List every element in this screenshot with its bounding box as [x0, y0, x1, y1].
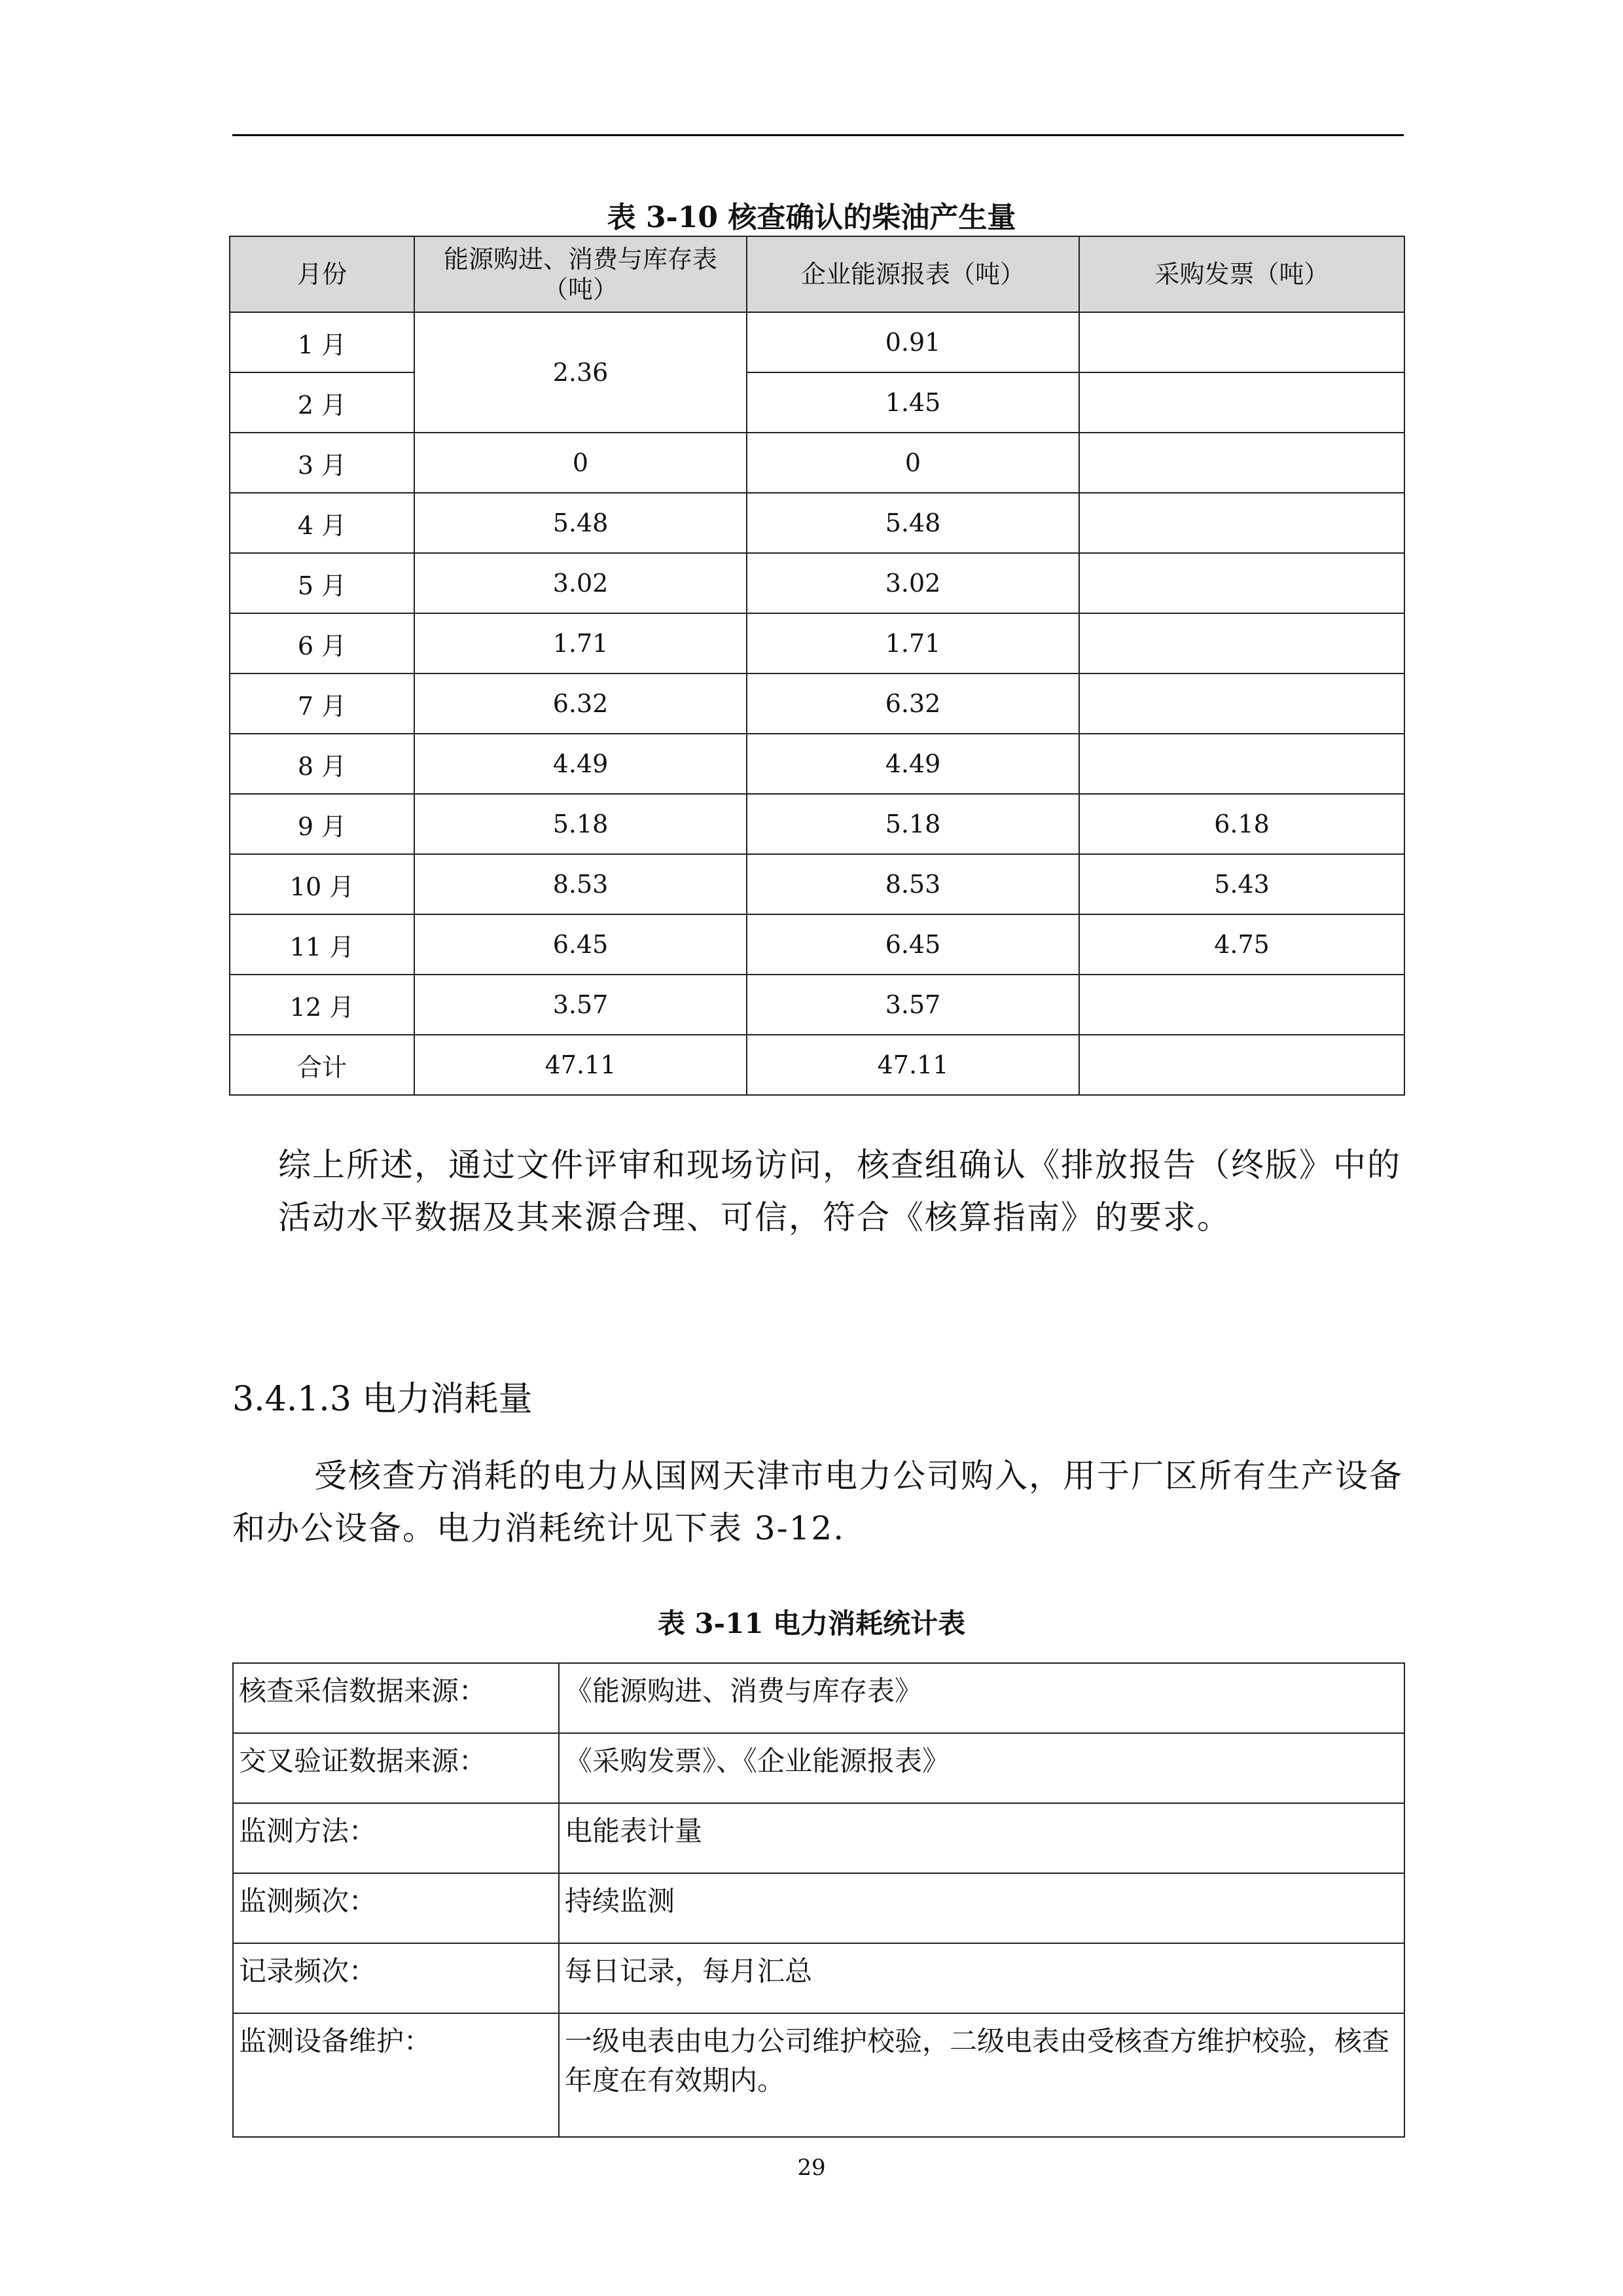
cell-report: 1.45	[747, 372, 1079, 433]
cell-report: 5.48	[747, 493, 1079, 553]
row-value: 《采购发票》、《企业能源报表》	[559, 1733, 1404, 1803]
table-row	[230, 975, 1404, 1035]
cell-stock: 4.49	[414, 734, 747, 794]
cell-stock-merged: 2.36	[414, 312, 747, 433]
cell-invoice	[1079, 734, 1404, 794]
table-row	[230, 673, 1404, 734]
cell-invoice	[1079, 553, 1404, 613]
page-number: 29	[797, 2155, 826, 2181]
cell-report: 0.91	[747, 312, 1079, 372]
table-row	[230, 794, 1404, 854]
cell-report: 8.53	[747, 854, 1079, 914]
cell-invoice	[1079, 312, 1404, 372]
cell-month: 2 月	[230, 372, 414, 433]
col-header-stock: 能源购进、消费与库存表（吨）	[414, 236, 747, 312]
row-label: 记录频次：	[233, 1943, 559, 2013]
cell-report: 4.49	[747, 734, 1079, 794]
electricity-table	[232, 1662, 1405, 2138]
cell-month: 4 月	[230, 493, 414, 553]
cell-invoice	[1079, 493, 1404, 553]
cell-stock: 6.45	[414, 914, 747, 975]
table-row	[230, 312, 1404, 372]
table1-caption: 表 3-10 核查确认的柴油产生量	[607, 201, 1016, 234]
cell-stock: 8.53	[414, 854, 747, 914]
table-row	[233, 2013, 1404, 2137]
cell-invoice	[1079, 975, 1404, 1035]
cell-report: 6.32	[747, 673, 1079, 734]
table-row	[230, 493, 1404, 553]
conclusion-paragraph: 综上所述，通过文件评审和现场访问，核查组确认《排放报告（终版》中的活动水平数据及其来源合理、可信，符合《核算指南》的要求。	[278, 1146, 1401, 1236]
table-total-row	[230, 1035, 1404, 1095]
cell-month: 11 月	[230, 914, 414, 975]
row-value: 《能源购进、消费与库存表》	[559, 1663, 1404, 1733]
col-header-report: 企业能源报表（吨）	[747, 236, 1079, 312]
cell-report: 6.45	[747, 914, 1079, 975]
cell-report: 47.11	[747, 1035, 1079, 1095]
table-header-row	[230, 236, 1404, 312]
cell-month: 10 月	[230, 854, 414, 914]
cell-month: 6 月	[230, 613, 414, 673]
cell-stock: 6.32	[414, 673, 747, 734]
cell-invoice	[1079, 1035, 1404, 1095]
table-row	[233, 1733, 1404, 1803]
cell-report: 3.02	[747, 553, 1079, 613]
table-row	[233, 1663, 1404, 1733]
cell-invoice	[1079, 433, 1404, 493]
table-row	[230, 553, 1404, 613]
cell-month: 合计	[230, 1035, 414, 1095]
row-value: 电能表计量	[559, 1803, 1404, 1873]
cell-report: 5.18	[747, 794, 1079, 854]
row-label: 监测设备维护：	[233, 2013, 559, 2137]
cell-invoice	[1079, 613, 1404, 673]
cell-invoice: 4.75	[1079, 914, 1404, 975]
cell-month: 1 月	[230, 312, 414, 372]
table-row	[233, 1803, 1404, 1873]
cell-stock: 3.57	[414, 975, 747, 1035]
table-row	[230, 613, 1404, 673]
cell-invoice: 6.18	[1079, 794, 1404, 854]
diesel-table	[229, 236, 1405, 1096]
row-label: 交叉验证数据来源：	[233, 1733, 559, 1803]
cell-report: 1.71	[747, 613, 1079, 673]
cell-month: 7 月	[230, 673, 414, 734]
cell-report: 3.57	[747, 975, 1079, 1035]
cell-stock: 0	[414, 433, 747, 493]
cell-invoice	[1079, 673, 1404, 734]
table-row	[233, 1943, 1404, 2013]
row-label: 监测方法：	[233, 1803, 559, 1873]
row-label: 核查采信数据来源：	[233, 1663, 559, 1733]
cell-invoice: 5.43	[1079, 854, 1404, 914]
cell-month: 8 月	[230, 734, 414, 794]
row-value: 一级电表由电力公司维护校验，二级电表由受核查方维护校验，核查年度在有效期内。	[559, 2013, 1404, 2137]
cell-stock: 5.48	[414, 493, 747, 553]
cell-stock: 5.18	[414, 794, 747, 854]
row-value: 每日记录，每月汇总	[559, 1943, 1404, 2013]
section-heading: 3.4.1.3 电力消耗量	[232, 1380, 533, 1419]
row-label: 监测频次：	[233, 1873, 559, 1943]
header-rule	[232, 134, 1404, 136]
col-header-invoice: 采购发票（吨）	[1079, 236, 1404, 312]
col-header-month: 月份	[230, 236, 414, 312]
table-row	[230, 914, 1404, 975]
cell-month: 9 月	[230, 794, 414, 854]
table-row	[230, 433, 1404, 493]
electricity-paragraph: 受核查方消耗的电力从国网天津市电力公司购入，用于厂区所有生产设备和办公设备。电力消耗统计见下表 3-12.	[232, 1457, 1403, 1547]
cell-month: 12 月	[230, 975, 414, 1035]
cell-stock: 47.11	[414, 1035, 747, 1095]
table-row	[230, 854, 1404, 914]
cell-stock: 3.02	[414, 553, 747, 613]
cell-month: 5 月	[230, 553, 414, 613]
cell-stock: 1.71	[414, 613, 747, 673]
table-row	[230, 734, 1404, 794]
table-row	[230, 372, 1404, 433]
cell-invoice	[1079, 372, 1404, 433]
cell-month: 3 月	[230, 433, 414, 493]
row-value: 持续监测	[559, 1873, 1404, 1943]
table-row	[233, 1873, 1404, 1943]
cell-report: 0	[747, 433, 1079, 493]
table2-caption: 表 3-11 电力消耗统计表	[657, 1607, 966, 1640]
